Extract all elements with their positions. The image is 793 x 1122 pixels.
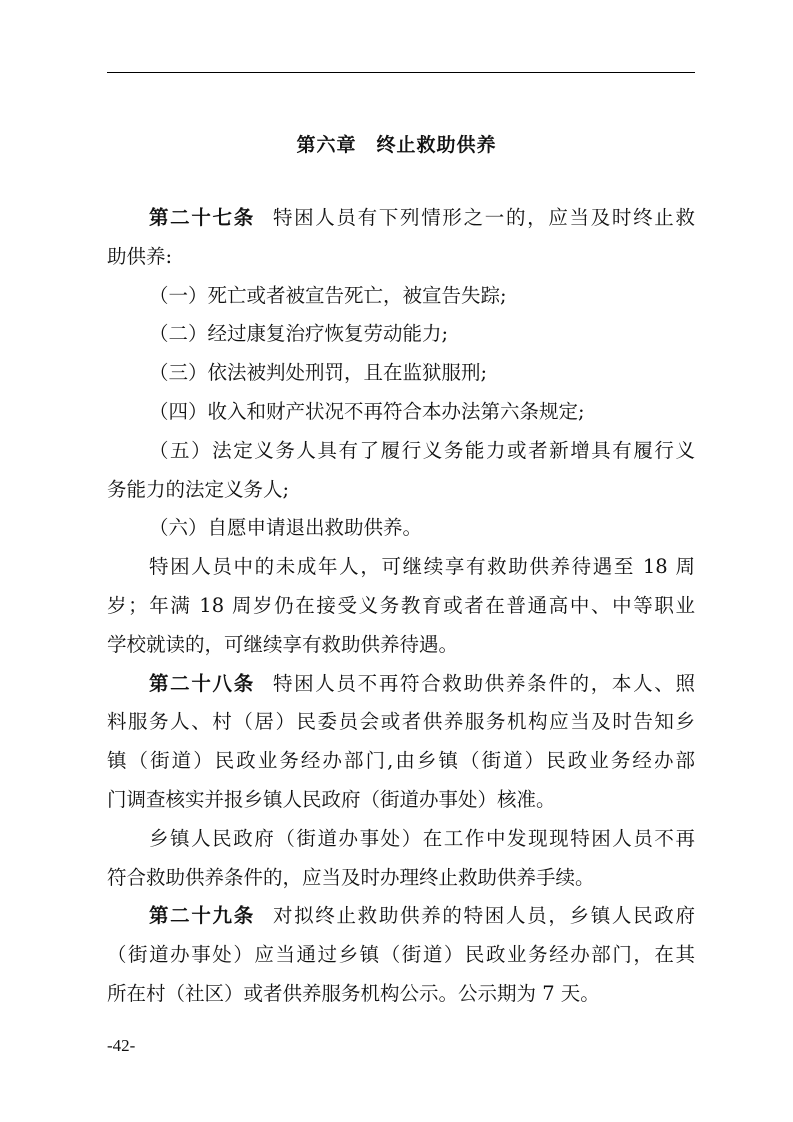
- line-text: （一）死亡或者被宣告死亡，被宣告失踪;: [149, 283, 507, 307]
- text-line: [107, 669, 695, 708]
- line-text: 镇（街道）民政业务经办部门,由乡镇（街道）民政业务经办部: [107, 749, 695, 773]
- line-text: （二）经过康复治疗恢复劳动能力;: [149, 322, 449, 346]
- line-text: （三）依法被判处刑罚，且在监狱服刑;: [149, 361, 488, 385]
- text-line: [107, 979, 695, 1018]
- text-line: [107, 397, 695, 436]
- text-line: [107, 513, 695, 552]
- text-line: [107, 901, 695, 940]
- line-text: 料服务人、村（居）民委员会或者供养服务机构应当及时告知乡: [107, 710, 695, 734]
- text-line: [107, 746, 695, 785]
- text-line: [107, 358, 695, 397]
- line-text: 符合救助供养条件的，应当及时办理终止救助供养手续。: [107, 865, 595, 889]
- text-line: [107, 242, 695, 281]
- line-text: 助供养:: [107, 244, 173, 268]
- text-line: [107, 475, 695, 514]
- line-text: 乡镇人民政府（街道办事处）在工作中发现现特困人员不再: [149, 826, 695, 850]
- page-number: -42-: [107, 1036, 136, 1055]
- article-number: 第二十九条: [149, 904, 255, 928]
- text-line: [107, 436, 695, 475]
- article-number: 第二十八条: [149, 671, 255, 695]
- text-line: [107, 863, 695, 902]
- chapter-title: [0, 130, 793, 157]
- text-line: [107, 591, 695, 630]
- line-text: （四）收入和财产状况不再符合本办法第六条规定;: [149, 399, 585, 423]
- line-text: 特困人员有下列情形之一的，应当及时终止救: [272, 206, 695, 229]
- line-text: 特困人员中的未成年人，可继续享有救助供养待遇至 18 周: [149, 555, 695, 579]
- text-line: [107, 319, 695, 358]
- text-line: [107, 630, 695, 669]
- line-text: （六）自愿申请退出救助供养。: [149, 516, 423, 540]
- line-text: 务能力的法定义务人;: [107, 477, 290, 501]
- article-number: 第二十七条: [149, 206, 255, 229]
- header-rule: [107, 72, 695, 73]
- line-text: 特困人员不再符合救助供养条件的，本人、照: [272, 671, 695, 695]
- text-line: [107, 785, 695, 824]
- text-line: [107, 824, 695, 863]
- text-line: [107, 552, 695, 591]
- text-line: [107, 281, 695, 320]
- chapter-name: 终止救助供养: [376, 134, 497, 156]
- text-line: [107, 940, 695, 979]
- line-text: 所在村（社区）或者供养服务机构公示。公示期为 7 天。: [107, 981, 600, 1005]
- line-text: （五）法定义务人具有了履行义务能力或者新增具有履行义: [149, 438, 695, 462]
- document-body: [107, 203, 695, 1018]
- line-text: （街道办事处）应当通过乡镇（街道）民政业务经办部门，在其: [107, 943, 695, 967]
- line-text: 学校就读的，可继续享有救助供养待遇。: [107, 632, 459, 656]
- text-line: [107, 707, 695, 746]
- line-text: 岁；年满 18 周岁仍在接受义务教育或者在普通高中、中等职业: [107, 593, 695, 617]
- line-text: 对拟终止救助供养的特困人员，乡镇人民政府: [272, 904, 695, 928]
- chapter-number: 第六章: [296, 134, 357, 156]
- line-text: 门调查核实并报乡镇人民政府（街道办事处）核准。: [107, 787, 556, 811]
- text-line: [107, 203, 695, 242]
